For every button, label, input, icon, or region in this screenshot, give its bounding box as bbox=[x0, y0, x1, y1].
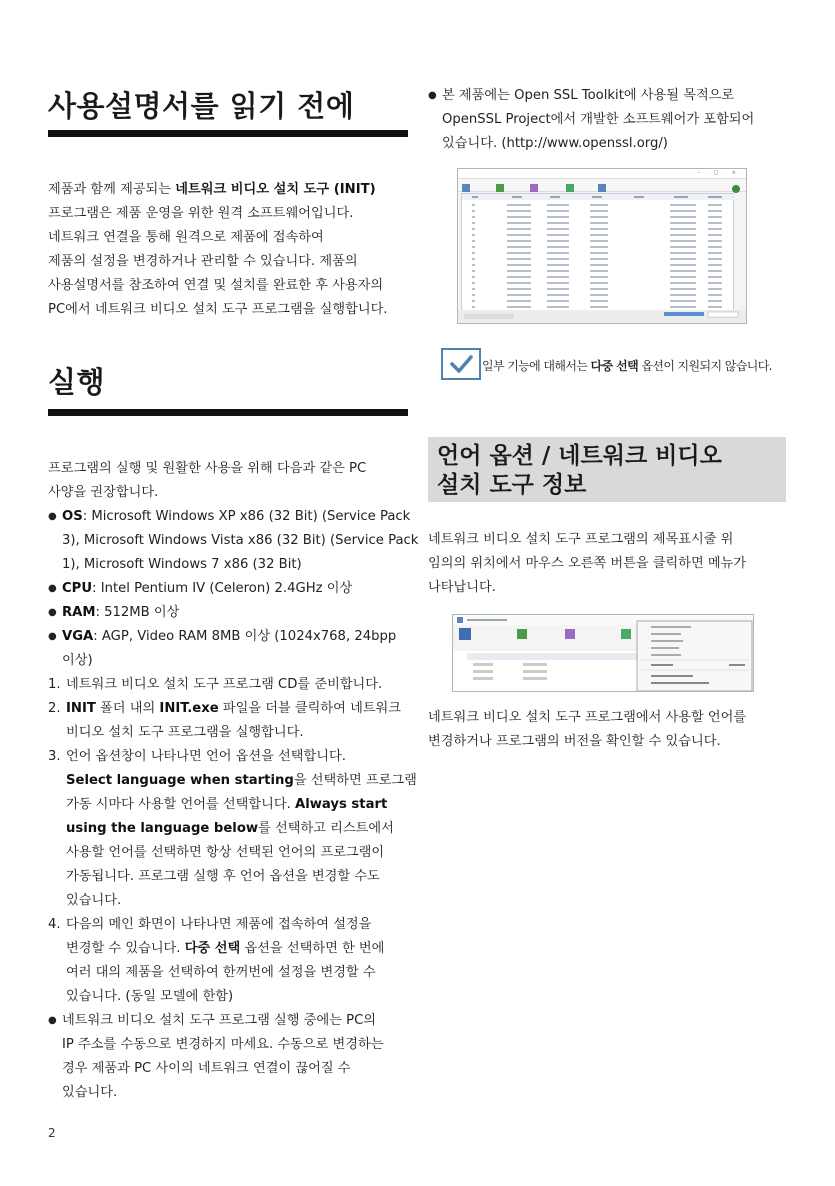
device-list-grid bbox=[461, 193, 734, 313]
list-item-cpu: ● CPU: Intel Pentium IV (Celeron) 2.4GHz 이상 bbox=[48, 577, 423, 601]
toolbar-icons bbox=[458, 182, 746, 194]
section-title-language-option: 언어 옵션 / 네트워크 비디오 설치 도구 정보 bbox=[437, 443, 722, 498]
main-screen-screenshot bbox=[457, 168, 747, 324]
step-3: 3. 언어 옵션창이 나타나면 언어 옵션을 선택합니다. Select language when starting을 선택하면 프로그램 가동 시마다 사용할 언어를 선택합니다. Always start using the language below를 선택하고 리스트에서 사용할 언어를 선택하면 항상 선택된 언어의 프로그램이 가동됩니다. 프로그램 실행 후 언어 옵션을 변경할 수도 있습니다. bbox=[48, 749, 417, 908]
screenshot-toolbar bbox=[458, 179, 746, 192]
step-2: 2. INIT 폴더 내의 INIT.exe 파일을 더블 클릭하여 네트워크 비디오 설치 도구 프로그램을 실행합니다. bbox=[48, 701, 402, 740]
checkmark-icon bbox=[443, 350, 479, 378]
title-rule bbox=[48, 130, 408, 137]
screenshot-titlebar: – □ × bbox=[458, 169, 746, 179]
run-content: 프로그램의 실행 및 원활한 사용을 위해 다음과 같은 PC 사양을 권장합니다. ● OS: Microsoft Windows XP x86 (32 Bit) (Service Pack 3), Microsoft Windows Vista x86 (32 Bit) (Service Pack 1), Microsoft Windows 7 x86 (32 Bit) ● CPU: Intel Pentium IV (Celeron) 2.4GHz 이상 ● RAM: 512MB 이상 ● VGA: AGP, Video RAM 8MB 이상 (1024x768, 24bpp 이상) 1. 네트워크 비디오 설치 도구 프로그램 CD를 준비합니다. 2. INIT 폴더 내의 INIT.exe 파일을 더블 클릭하여 네트워크 비디오 설치 도구 프로그램을 실행합니다. 3. 언어 옵션창이 나타나면 언어 옵션을 선택합니다. Select language when starting을 선택하면 프로그램 가동 시마다 사용할 언어를 선택합니다. Always start using the language below를 선택하고 리스트에서 사용할 언어를 선택하면 항상 선택된 언어의 프로그램이 가동됩니다. 프로그램 실행 후 언어 옵션을 변경할 수도 있습니다. 4. 다음의 메인 화면이 나타나면 제품에 접속하여 설정을 변경할 수 있습니다. 다중 선택 옵션을 선택하면 한 번에 여러 대의 제품을 선택하여 한꺼번에 설정을 변경할 수 있습니다. (동일 모델에 한함) ● 네트워크 비디오 설치 도구 프로그램 실행 중에는 PC의 IP 주소를 수동으로 변경하지 마세요. 수동으로 변경하는 경우 제품과 PC 사이의 네트워크 연결이 끊어질 수 있습니다. bbox=[48, 457, 423, 1105]
openssl-note: ● 본 제품에는 Open SSL Toolkit에 사용될 목적으로 OpenSSL Project에서 개발한 소프트웨어가 포함되어 있습니다. (http://www.openssl.org/) bbox=[428, 84, 788, 156]
context-menu-illustration bbox=[453, 615, 753, 691]
grid-rows bbox=[462, 194, 734, 312]
list-item-os: ● OS: Microsoft Windows XP x86 (32 Bit) (Service Pack 3), Microsoft Windows Vista x86 (32 Bit) (Service Pack 1), Microsoft Windows 7 x86 (32 Bit) bbox=[48, 505, 423, 577]
language-paragraph-2: 네트워크 비디오 설치 도구 프로그램에서 사용할 언어를 변경하거나 프로그램의 버전을 확인할 수 있습니다. bbox=[428, 710, 747, 749]
page-number: 2 bbox=[48, 1126, 56, 1140]
check-note-box bbox=[441, 348, 481, 380]
note-ip-address: ● 네트워크 비디오 설치 도구 프로그램 실행 중에는 PC의 IP 주소를 수동으로 변경하지 마세요. 수동으로 변경하는 경우 제품과 PC 사이의 네트워크 연결이 끊어질 수 있습니다. bbox=[48, 1009, 423, 1105]
language-paragraph-1: 네트워크 비디오 설치 도구 프로그램의 제목표시줄 위 임의의 위치에서 마우스 오른쪽 버튼을 클릭하면 메뉴가 나타납니다. bbox=[428, 532, 747, 595]
intro-paragraph: 제품과 함께 제공되는 네트워크 비디오 설치 도구 (INIT) 프로그램은 제품 운영을 위한 원격 소프트웨어입니다. 네트워크 연결을 통해 원격으로 제품에 접속하여 제품의 설정을 변경하거나 관리할 수 있습니다. 제품의 사용설명서를 참조하여 연결 및 설치를 완료한 후 사용자의 PC에서 네트워크 비디오 설치 도구 프로그램을 실행합니다. bbox=[48, 182, 388, 317]
list-item-ram: ● RAM: 512MB 이상 bbox=[48, 601, 423, 625]
list-item-vga: ● VGA: AGP, Video RAM 8MB 이상 (1024x768, 24bpp 이상) bbox=[48, 625, 423, 673]
title-rule bbox=[48, 409, 408, 416]
screenshot-footer-panel bbox=[458, 310, 746, 323]
section-title-run: 실행 bbox=[48, 365, 106, 399]
step-4: 4. 다음의 메인 화면이 나타나면 제품에 접속하여 설정을 변경할 수 있습니다. 다중 선택 옵션을 선택하면 한 번에 여러 대의 제품을 선택하여 한꺼번에 설정을 변경할 수 있습니다. (동일 모델에 한함) bbox=[48, 917, 385, 1004]
multi-select-note: 일부 기능에 대해서는 다중 선택 옵션이 지원되지 않습니다. bbox=[482, 359, 772, 373]
step-1: 1. 네트워크 비디오 설치 도구 프로그램 CD를 준비합니다. bbox=[48, 677, 383, 692]
section-title-before-reading: 사용설명서를 읽기 전에 bbox=[48, 89, 355, 123]
context-menu-screenshot bbox=[452, 614, 754, 692]
